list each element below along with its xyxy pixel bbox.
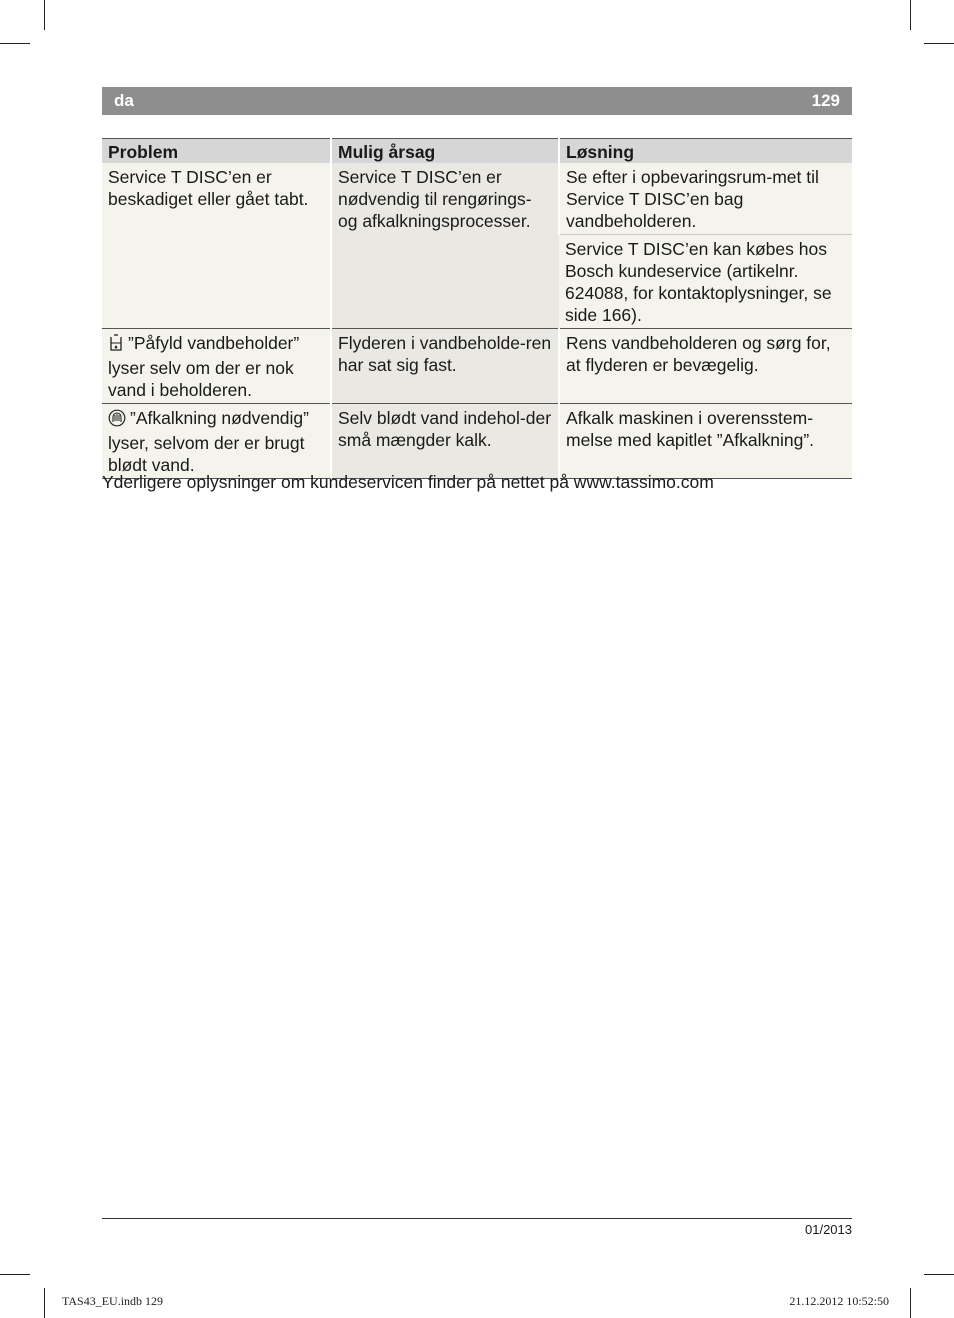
table-row: [102, 163, 852, 235]
problem-cell: Service T DISC’en er beskadiget eller gået tabt.: [102, 163, 331, 329]
table-header-row: [102, 139, 852, 164]
page-number: 129: [811, 91, 840, 110]
problem-text: ”Afkalkning nødvendig” lyser, selvom der er brugt blødt vand.: [108, 408, 309, 475]
table-row: [102, 329, 852, 404]
footer-date: 01/2013: [805, 1222, 852, 1237]
problem-cell: [102, 329, 331, 404]
solution-cell: Se efter i opbevaringsrum-met til Service T DISC’en bag vandbeholderen.: [559, 163, 852, 235]
problem-text: ”Påfyld vandbeholder” lyser selv om der er nok vand i beholderen.: [108, 333, 300, 400]
troubleshooting-table: [102, 138, 852, 479]
print-slug-timestamp: 21.12.2012 10:52:50: [789, 1294, 889, 1308]
water-tank-icon: [108, 334, 124, 357]
page-header-bar: [102, 87, 852, 115]
crop-mark: [44, 0, 45, 30]
print-slug-file: TAS43_EU.indb 129: [62, 1294, 164, 1308]
descaling-icon: [108, 409, 126, 432]
crop-mark: [0, 43, 30, 44]
footer-divider: [102, 1218, 852, 1219]
column-header-solution: Løsning: [559, 139, 852, 164]
more-info-note: Yderligere oplysninger om kundeservicen finder på nettet på www.tassimo.com: [102, 472, 714, 492]
column-header-problem: Problem: [102, 139, 331, 164]
cause-cell: Flyderen i vandbeholde-ren har sat sig fast.: [331, 329, 559, 404]
problem-cell: [102, 404, 331, 479]
crop-mark: [910, 1288, 911, 1318]
language-code: da: [114, 91, 134, 110]
crop-mark: [44, 1288, 45, 1318]
table-row: [102, 404, 852, 479]
solution-cell: Service T DISC’en kan købes hos Bosch kundeservice (artikelnr. 624088, for kontaktoplysninger, se side 166).: [559, 235, 852, 329]
column-header-cause: Mulig årsag: [331, 139, 559, 164]
cause-cell: Service T DISC’en er nødvendig til rengørings- og afkalkningsprocesser.: [331, 163, 559, 329]
crop-mark: [924, 43, 954, 44]
cause-cell: Selv blødt vand indehol-der små mængder kalk.: [331, 404, 559, 479]
solution-cell: Rens vandbeholderen og sørg for, at flyderen er bevægelig.: [559, 329, 852, 404]
solution-cell: Afkalk maskinen i overensstem-melse med kapitlet ”Afkalkning”.: [559, 404, 852, 479]
crop-mark: [0, 1274, 30, 1275]
crop-mark: [924, 1274, 954, 1275]
crop-mark: [910, 0, 911, 30]
